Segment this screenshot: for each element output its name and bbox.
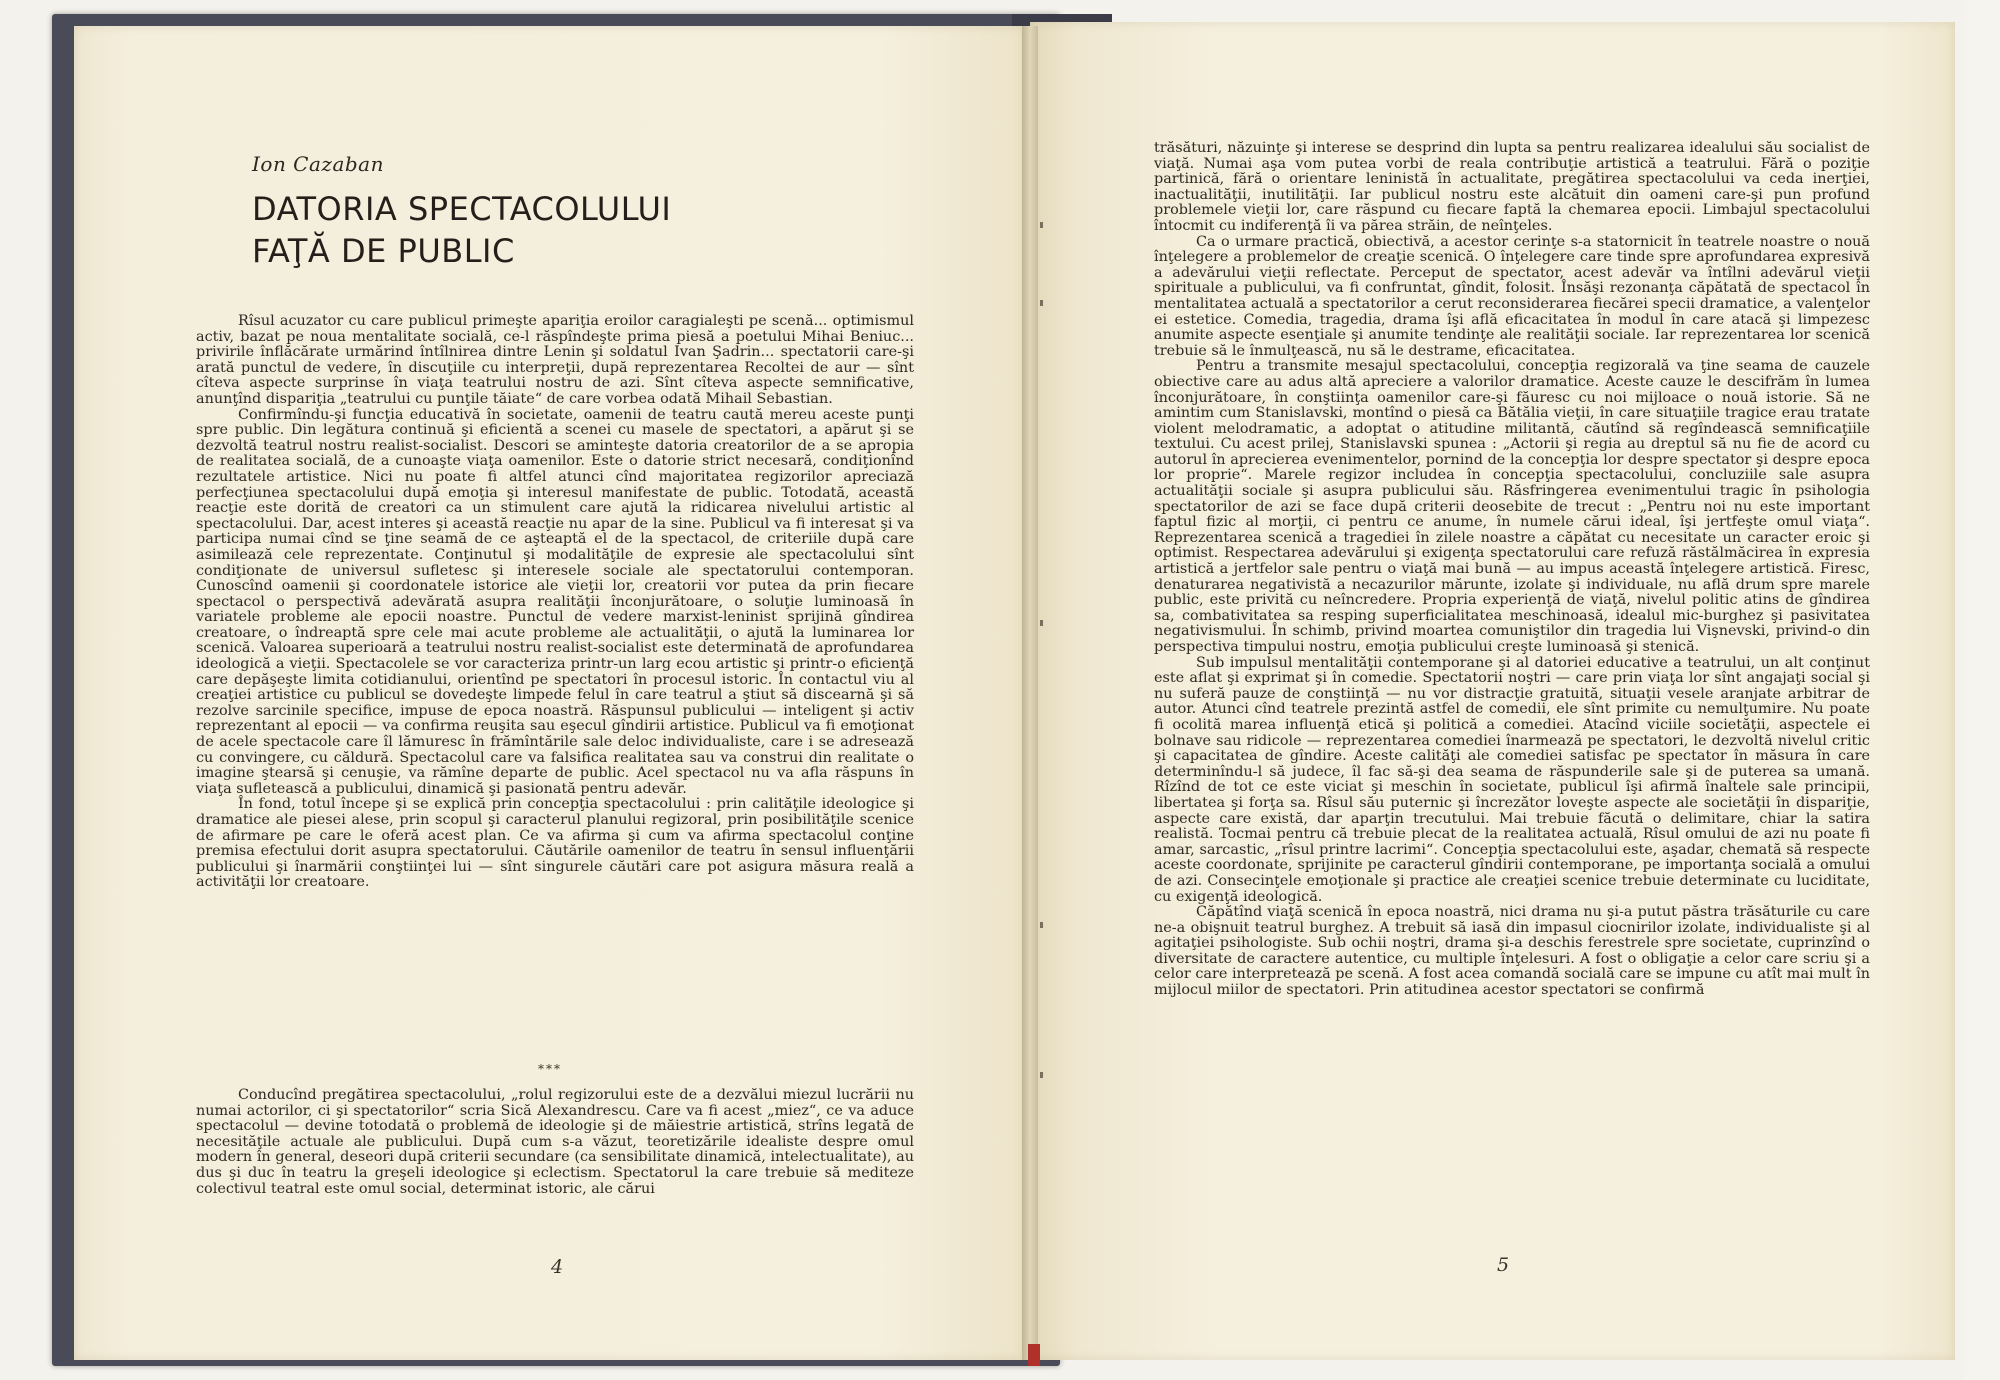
paragraph: Sub impulsul mentalităţii contemporane şi al datoriei educative a teatrului, un alt conţinut este aflat şi exprimat şi în comedie. Spectatorii noştri — care prin viaţa lor sînt angajaţi social şi nu suferă pauze de conştiinţă — nu vor distracţie gratuită, situaţii vesele aranjate arbitrar de autor. Atunci cînd teatrele prezintă astfel de comedii, ele sînt primite cu nemulţumire. Nu poate fi ocolită marea influenţă etică şi politică a comediei. Atacînd viciile societăţii, aspectele ei bolnave sau ridicole — reprezentarea comediei înarmează pe spectatori, le dezvoltă nivelul critic şi capacitatea de gîndire. Aceste calităţi ale comediei satisfac pe spectator în măsura în care determinîndu-l să judece, îl fac să-şi dea seama de răspunderile sale şi de puterea sa umană. Rîzînd de tot ce este viciat şi meschin în societate, publicul îşi afirmă înaltele sale principii, libertatea şi forţa sa. Rîsul său puternic şi încrezător loveşte aspecte ale societăţii în dispariţie, aspecte care există, dar aparţin trecutului. Mai trebuie făcută o delimitare, chiar la satira realistă. Tocmai pentru că trebuie plecat de la realitatea actuală, Rîsul omului de azi nu poate fi amar, sarcastic, „rîsul printre lacrimi“. Concepţia spectacolului este, aşadar, chemată să respecte aceste coordonate, sprijinite pe caracterul gîndirii contemporane, pe importanţa socială a omului de azi. Consecinţele emoţionale şi practice ale creaţiei scenice trebuie determinate cu luciditate, cu exigenţă ideologică. <box>1154 654 1870 905</box>
left-column-text-continued <box>196 1088 914 1197</box>
article-title-line: DATORIA SPECTACOLULUI <box>252 190 672 228</box>
article-title <box>252 188 671 272</box>
binding-mark <box>1040 222 1043 228</box>
article-title-line: FAŢĂ DE PUBLIC <box>252 232 515 270</box>
paragraph: Ca o urmare practică, obiectivă, a acestor cerinţe s-a statornicit în teatrele noastre o nouă înţelegere a problemelor de creaţie scenică. O înţelegere care tinde spre aprofundarea expresivă a adevărului vieţii reflectate. Perceput de spectator, acest adevăr va întîlni adevărul vieţii spirituale a publicului, va fi confruntat, gîndit, folosit. Însăşi rezonanţa căpătată de spectacol în mentalitatea actuală a spectatorilor a cerut reconsiderarea fiecărei specii dramatice, a valenţelor ei estetice. Comedia, tragedia, drama îşi află eficacitatea în modul în care atacă şi limpezesc anumite aspecte esenţiale şi anumite tendinţe ale realităţii sociale. Iar reprezentarea lor scenică trebuie să le înmulţească, nu să le destrame, eficacitatea. <box>1154 233 1870 359</box>
paragraph: trăsături, năzuinţe şi interese se desprind din lupta sa pentru realizarea idealului său socialist de viaţă. Numai aşa vom putea vorbi de reala contribuţie artistică a teatrului. Fără o poziţie partinică, fără o orientare leninistă în actualitate, pregătirea spectacolului va ceda inerţiei, inactualităţii, inutilităţii. Iar publicul nostru este alcătuit din oameni care-şi pun profund problemele vieţii lor, care răspund cu fiecare faptă la chemarea epocii. Limbajul spectacolului întocmit cu indiferenţă îi va părea străin, de neînţeles. <box>1154 140 1870 234</box>
bookmark-ribbon <box>1028 1344 1040 1366</box>
paragraph: Conducînd pregătirea spectacolului, „rolul regizorului este de a dezvălui miezul lucrării nu numai actorilor, ci şi spectatorilor“ scria Sică Alexandrescu. Care va fi acest „miez“, ce va aduce spectacolul — devine totodată o problemă de ideologie şi de măiestrie artistică, strîns legată de necesităţile actuale ale publicului. După cum s-a văzut, teoretizările idealiste despre omul modern în general, deseori după criterii secundare (ca sensibilitate dinamică, intelectualitate), au dus şi duc în teatru la greşeli ideologice şi eclectism. Spectatorul la care trebuie să mediteze colectivul teatral este omul social, determinat istoric, ale cărui <box>196 1087 914 1197</box>
book-gutter <box>1022 26 1038 1360</box>
page-number-right: 5 <box>1497 1254 1510 1276</box>
paragraph: În fond, totul începe şi se explică prin concepţia spectacolului : prin calităţile ideologice şi dramatice ale piesei alese, prin scopul şi caracterul planului regizoral, prin posibilităţile scenice de afirmare pe care le oferă acest plan. Ce va afirma şi cum va afirma spectacolul conţine premisa efectului dorit asupra spectatorului. Căutările oamenilor de teatru în sensul influenţării publicului şi înarmării conştiinţei lui — sînt singurele căutări care pot asigura măsura reală a activităţii lor creatoare. <box>196 796 914 891</box>
right-column-text <box>1154 141 1870 999</box>
left-column-text <box>196 314 914 891</box>
binding-mark <box>1040 300 1043 306</box>
section-separator: *** <box>538 1062 562 1076</box>
binding-mark <box>1040 922 1043 928</box>
paragraph: Confirmîndu-şi funcţia educativă în societate, oamenii de teatru caută mereu aceste punţi spre public. Din legătura continuă şi eficientă a scenei cu masele de spectatori, a apărut şi se dezvoltă teatrul nostru realist-socialist. Descori se aminteşte datoria creatorilor de a se apropia de realitatea socială, de a cunoaşte viaţa oamenilor. Este o datorie strict necesară, condiţionînd rezultatele artistice. Nici nu poate fi altfel atunci cînd majoritatea regizorilor apreciază perfecţiunea spectacolului după emoţia şi interesul manifestate de public. Totodată, această reacţie este dorită de creatori ca un stimulent care ajută la ridicarea nivelului artistic al spectacolului. Dar, acest interes şi această reacţie nu apar de la sine. Publicul va fi interesat şi va participa numai cînd se ţine seamă de ce aşteaptă el de la spectacol, de criteriile după care asimilează cele reprezentate. Conţinutul şi modalităţile de expresie ale spectacolului sînt condiţionate de universul sufletesc şi interesele sociale ale spectatorului contemporan. Cunoscînd oamenii şi coordonatele istorice ale vieţii lor, creatorii vor putea da prin fiecare spectacol o perspectivă adevărată asupra realităţii înconjurătoare, o soluţie luminoasă în variatele probleme ale epocii noastre. Punctul de vedere marxist-leninist sprijină gîndirea creatoare, o îndreaptă spre cele mai acute probleme ale actualităţii, o ajută la luminarea lor scenică. Valoarea superioară a teatrului nostru realist-socialist este determinată de aprofundarea ideologică a vieţii. Spectacolele se vor caracteriza printr-un larg ecou artistic şi printr-o eficienţă care depăşeşte limita cotidianului, orientînd pe spectatori în procesul istoric. În contactul viu al creaţiei artistice cu publicul se dovedeşte limpede felul în care teatrul a ştiut să discearnă şi să rezolve sarcinile specifice, impuse de epoca noastră. Răspunsul publicului — inteligent şi activ reprezentant al epocii — va confirma reuşita sau eşecul gîndirii artistice. Publicul va fi emoţionat de acele spectacole care îl lămuresc în frămîntările sale deloc individualiste, care i se adresează cu convingere, cu căldură. Spectacolul care va falsifica realitatea sau va construi din realitate o imagine ştearsă şi cenuşie, va rămîne departe de public. Acel spectacol nu va afla răspuns în viaţa sufletească a publicului, dinamică şi pasionată pentru adevăr. <box>196 406 914 797</box>
desk-background <box>1964 0 2000 1380</box>
paragraph: Rîsul acuzator cu care publicul primeşte apariţia eroilor caragialeşti pe scenă... optimismul activ, bazat pe noua mentalitate socială, ce-l răspîndeşte prima piesă a poetului Mihai Beniuc... privirile înflăcărate urmărind întîlnirea dintre Lenin şi soldatul Ivan Şadrin... spectatorii care-şi arată punctul de vedere, în discuţiile cu interpreţii, după reprezentarea Recoltei de aur — sînt cîteva aspecte surprinse în viaţa teatrului nostru de azi. Sînt cîteva aspecte semnificative, anunţînd dispariţia „teatrului cu punţile tăiate“ de care vorbea odată Mihail Sebastian. <box>196 313 914 407</box>
paragraph: Pentru a transmite mesajul spectacolului, concepţia regizorală va ţine seama de cauzele obiective care au adus altă apreciere a valorilor dramatice. Aceste cauze le descifrăm în lumea înconjurătoare, în conştiinţa oamenilor care-şi făuresc cu noi mijloace o nouă istorie. Să ne amintim cum Stanislavski, montînd o piesă ca Bătălia vieţii, în care situaţiile tragice erau tratate violent melodramatic, a adoptat o atitudine militantă, căutînd să regîndească semnificaţiile textului. Cu acest prilej, Stanislavski spunea : „Actorii şi regia au dreptul să nu fie de acord cu autorul în aprecierea evenimentelor, pornind de la concepţia lor despre spectator şi despre epoca lor proprie“. Marele regizor includea în concepţia spectacolului, concluziile sale asupra actualităţii sociale şi asupra publicului său. Răsfringerea evenimentului tragic în psihologia spectatorilor de azi se face după criterii deosebite de trecut : „Pentru noi nu este important faptul fizic al morţii, ci pentru ce anume, în numele cărui ideal, îşi jertfeşte omul viaţa“. Reprezentarea scenică a tragediei în zilele noastre a căpătat cu necesitate un caracter eroic şi optimist. Respectarea adevărului şi exigenţa spectatorului care refuză răstălmăcirea în expresia artistică a jertfelor sale pentru o viaţă mai bună — au impus această înţelegere artistică. Firesc, denaturarea negativistă a necazurilor mărunte, izolate şi individuale, nu află drum spre marele public, este privită cu neîncredere. Propria experienţă de viaţă, nivelul politic atins de gîndirea sa, combativitatea sa resping superficialitatea meschinoasă, idealul mic-burghez şi pasivitatea negativismului. În schimb, privind moartea comuniştilor din tragedia lui Vişnevski, privind-o din perspectiva timpului nostru, emoţia publicului creşte luminoasă şi stenică. <box>1154 358 1870 655</box>
binding-mark <box>1040 620 1043 626</box>
paragraph: Căpătînd viaţă scenică în epoca noastră, nici drama nu şi-a putut păstra trăsăturile cu care ne-a obişnuit teatrul burghez. A trebuit să iasă din impasul ciocnirilor izolate, individualiste şi al agitaţiei psihologiste. Sub ochii noştri, drama şi-a deschis ferestrele spre societate, cuprinzînd o diversitate de caractere autentice, cu multiple înţelesuri. A fost o obligaţie a celor care scriu şi a celor care interpretează pe scenă. A fost acea comandă socială care se impune cu atît mai mult în mijlocul miilor de spectatori. Prin atitudinea acestor spectatori se confirmă <box>1154 904 1870 999</box>
binding-mark <box>1040 1072 1043 1078</box>
article-author: Ion Cazaban <box>252 152 384 176</box>
page-number-left: 4 <box>551 1256 564 1278</box>
